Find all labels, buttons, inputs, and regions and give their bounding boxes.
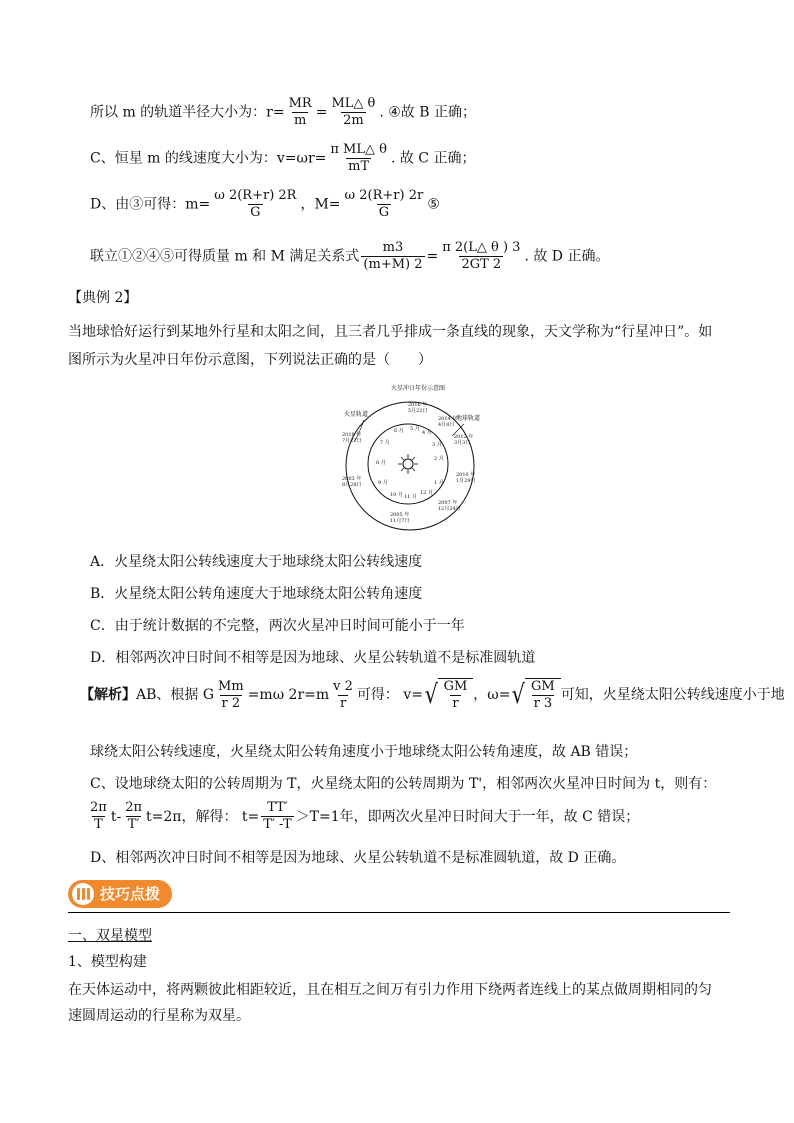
option-d: D．相邻两次冲日时间不相等是因为地球、火星公转轨道不是标准圆轨道 [90, 650, 536, 666]
text: = [315, 104, 328, 121]
month-label: 1 月 [434, 480, 444, 486]
text: . 故 D 正确。 [524, 248, 610, 265]
example-para-1: 当地球恰好运行到某地外行星和太阳之间，且三者几乎排成一条直线的现象，天文学称为“行星冲日”。如 [68, 324, 713, 340]
line-c [90, 142, 475, 175]
radical-sign: √ [424, 680, 438, 710]
date-label: 2003 年 8月28日 [342, 476, 362, 488]
date-label: 2007 年 12月24日 [438, 500, 461, 512]
analysis-line-1 [80, 678, 785, 712]
month-label: 12 月 [420, 490, 433, 496]
denominator: r [452, 696, 459, 711]
numerator: Mm [218, 678, 244, 694]
numerator: ω 2(R+r) 2R [214, 188, 297, 203]
text: t- [110, 808, 122, 825]
text: t=2π，解得： t= [146, 808, 260, 825]
denominator: T′ [127, 817, 140, 832]
sun-icon [403, 459, 413, 469]
mars-opposition-figure [330, 380, 490, 538]
numerator: TT′ [267, 800, 288, 815]
books-icon [72, 883, 94, 905]
text: ，ω= [473, 687, 511, 703]
mars-orbit-label: 火星轨道 [344, 411, 369, 418]
text: C、恒星 m 的线速度大小为：v=ωr= [90, 150, 327, 167]
date-label: 2010 年 1月29日 [456, 472, 476, 484]
opposition-dates [342, 401, 476, 524]
divider [68, 912, 730, 913]
radicand [525, 678, 561, 712]
text: ＞T=1年，即两次火星冲日时间大于一年，故 C 错误； [295, 808, 640, 825]
option-a: A．火星绕太阳公转线速度大于地球绕太阳公转线速度 [90, 554, 423, 570]
month-label: 8 月 [376, 460, 386, 466]
analysis-d-line: D、相邻两次冲日时间不相等是因为地球、火星公转轨道不是标准圆轨道，故 D 正确。 [90, 850, 626, 866]
numerator: π 2(L△ θ ) 3 [442, 240, 521, 255]
numerator: 2π [125, 800, 143, 815]
analysis-label: 【解析】 [80, 687, 136, 703]
date-label: 2005 年 11月7日 [390, 512, 410, 524]
text: ⑤ [427, 196, 440, 213]
figure-title: 火星冲日年份示意图 [390, 385, 446, 392]
month-label: 4 月 [422, 430, 432, 436]
month-label: 7 月 [380, 440, 390, 446]
month-label: 3 月 [432, 442, 442, 448]
analysis-line-2: 球绕太阳公转线速度，火星绕太阳公转角速度小于地球绕太阳公转角速度，故 AB 错误； [90, 744, 638, 760]
date-label: 2012 年 3月3日 [454, 434, 474, 446]
text: =mω 2r=m [247, 687, 330, 703]
sun-rays [398, 454, 418, 474]
radical-sign: √ [512, 680, 526, 710]
fraction [343, 188, 426, 221]
fraction [216, 679, 246, 712]
tips-badge-label: 技巧点拨 [100, 885, 161, 903]
tips-para-2: 速圆周运动的行星称为双星。 [68, 1008, 250, 1024]
month-label: 6 月 [394, 428, 404, 434]
date-label: 2016 年 5月22日 [408, 402, 428, 414]
text: 可得： v= [356, 687, 424, 703]
example-para-2: 图所示为火星冲日年份示意图，下列说法正确的是（ ） [68, 352, 432, 368]
numerator: v 2 [333, 678, 353, 694]
month-label: 9 月 [378, 480, 388, 486]
fraction [88, 800, 109, 833]
text: ，M= [300, 196, 341, 213]
denominator: T′ -T [263, 817, 292, 832]
numerator: m3 [382, 240, 404, 255]
line-d [90, 188, 440, 221]
denominator: 2m [343, 113, 364, 128]
earth-orbit-label: 地球轨道 [456, 415, 481, 422]
month-label: 2 月 [434, 456, 444, 462]
month-labels [376, 425, 444, 500]
analysis-c-line-1: C、设地球绕太阳的公转周期为 T，火星绕太阳的公转周期为 T'，相邻两次火星冲日时间为 t，则有： [90, 776, 717, 792]
numerator: GM [531, 679, 555, 694]
text: 联立①②④⑤可得质量 m 和 M 满足关系式 [90, 248, 360, 265]
month-label: 11 月 [404, 494, 417, 500]
subsection-title: 1、模型构建 [68, 954, 147, 970]
denominator: r 3 [533, 696, 553, 711]
denominator: r [339, 695, 347, 711]
fraction [123, 800, 144, 833]
text: D、由③可得：m= [90, 196, 211, 213]
denominator: (m+M) 2 [363, 257, 423, 272]
text: 可知，火星绕太阳公转线速度小于地 [560, 687, 785, 703]
numerator: GM [443, 679, 468, 694]
fraction [442, 679, 470, 712]
fraction [261, 800, 293, 833]
numerator: ML△ θ [331, 96, 376, 111]
fraction [361, 240, 424, 273]
fraction [331, 679, 355, 712]
denominator: G [250, 205, 261, 220]
numerator: 2π [90, 800, 107, 815]
date-label: 2014 年 4月8日 [438, 416, 458, 428]
month-label: 5 月 [410, 426, 420, 432]
denominator: m [294, 113, 307, 128]
denominator: G [378, 205, 390, 220]
fraction [328, 142, 389, 175]
numerator: MR [288, 96, 312, 111]
sqrt [423, 678, 473, 712]
fraction [529, 679, 557, 712]
analysis-c-equation [86, 800, 639, 833]
denominator: mT [348, 159, 370, 174]
fraction [329, 96, 377, 129]
denominator: 2GT 2 [461, 257, 502, 272]
date-label: 2018 年 7月27日 [342, 432, 362, 444]
section-title: 一、双星模型 [68, 928, 152, 944]
fraction [212, 188, 298, 221]
text: . 故 C 正确； [390, 150, 476, 167]
text: 所以 m 的轨道半径大小为：r= [90, 104, 285, 121]
radicand [438, 678, 474, 712]
line-combine [90, 240, 609, 273]
denominator: T [94, 817, 103, 832]
text: AB、根据 G [136, 687, 215, 703]
fraction [287, 96, 314, 129]
fraction [440, 240, 522, 273]
numerator: π ML△ θ [330, 142, 387, 157]
tips-badge [68, 880, 172, 908]
text: = [426, 248, 439, 265]
option-b: B．火星绕太阳公转角速度大于地球绕太阳公转角速度 [90, 586, 423, 602]
month-label: 10 月 [390, 492, 403, 498]
option-c: C．由于统计数据的不完整，两次火星冲日时间可能小于一年 [90, 618, 465, 634]
text: . ④故 B 正确； [379, 104, 476, 121]
example-title: 【典例 2】 [68, 290, 138, 306]
denominator: r 2 [221, 695, 241, 711]
tips-para-1: 在天体运动中，将两颗彼此相距较近，且在相互之间万有引力作用下绕两者连线上的某点做周期相同的匀 [68, 982, 712, 998]
sqrt [510, 678, 560, 712]
numerator: ω 2(R+r) 2r [344, 188, 424, 203]
line-b [90, 96, 476, 129]
